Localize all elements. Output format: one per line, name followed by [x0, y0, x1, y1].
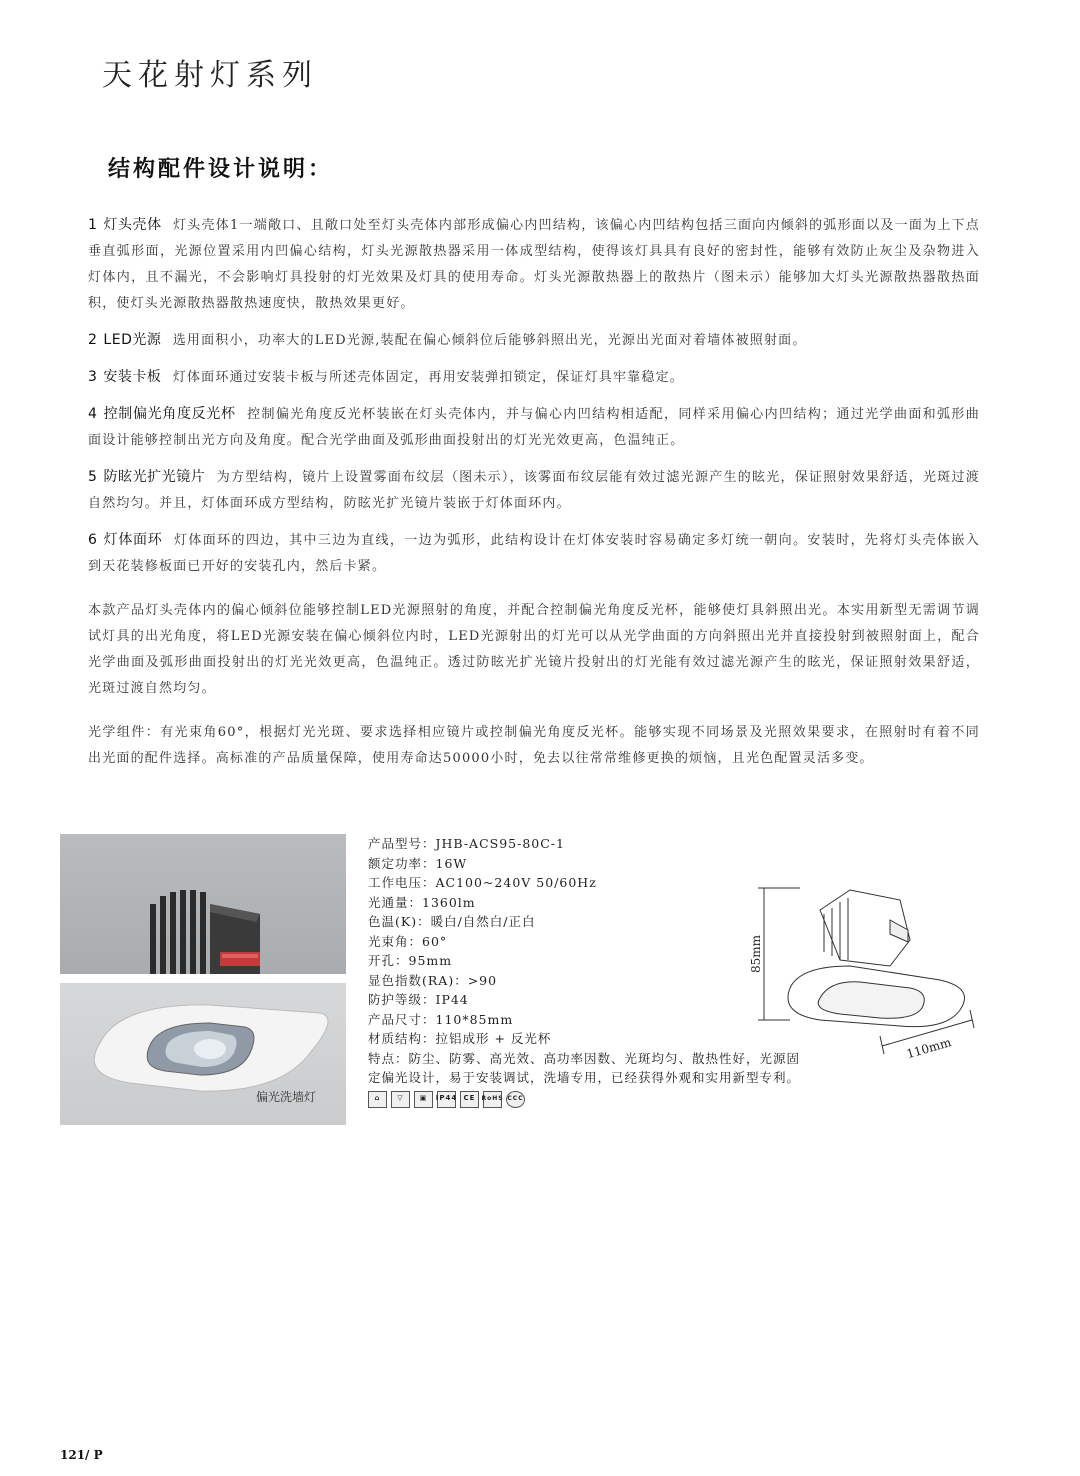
item-number: 5: [88, 469, 98, 485]
spec-material: 材质结构：拉铝成形 + 反光杯: [368, 1031, 552, 1046]
spec-model: 产品型号：JHB-ACS95-80C-1: [368, 836, 565, 851]
section-title: 结构配件设计说明：: [108, 157, 334, 182]
ccc-icon: CCC: [506, 1091, 525, 1108]
spec-beam-angle: 光束角：60°: [368, 933, 448, 949]
item-number: 4: [88, 406, 98, 422]
item-number: 1: [88, 217, 98, 233]
item-text: 灯体面环的四边，其中三边为直线，一边为弧形，此结构设计在灯体安装时容易确定多灯统一朝向。安装时，先将灯头壳体嵌入到天花装修板面已开好的安装孔内，然后卡紧。: [88, 533, 981, 574]
item-title: LED光源: [103, 332, 162, 348]
double-insulation-icon: ▣: [414, 1091, 433, 1108]
spec-power: 额定功率：16W: [368, 855, 468, 871]
item-text: 选用面积小，功率大的LED光源,装配在偏心倾斜位后能够斜照出光，光源出光面对着墙体被照射面。: [172, 333, 807, 348]
item-3: [88, 364, 980, 391]
spec-size: 产品尺寸：110*85mm: [368, 1011, 514, 1027]
page-number: 121/ P: [60, 1448, 103, 1462]
spec-cri: 显色指数(RA)：>90: [368, 972, 498, 988]
spec-luminous-flux: 光通量：1360lm: [368, 894, 476, 910]
photo-caption: 偏光洗墙灯: [255, 1090, 316, 1104]
product-photo-closeup: [60, 834, 346, 974]
item-5: [88, 464, 980, 517]
spec-ip-rating: 防护等级：IP44: [368, 992, 469, 1007]
optics-paragraph: 光学组件：有光束角60°，根据灯光光斑、要求选择相应镜片或控制偏光角度反光杯。能够实现不同场景及光照效果要求，在照射时有着不同出光面的配件选择。高标准的产品质量保障，使用寿命达50000小时，免去以往常常维修更换的烦恼，且光色配置灵活多变。: [88, 725, 980, 766]
height-dimension-label: 85mm: [749, 934, 763, 974]
product-photo-installed: [60, 983, 346, 1125]
item-number: 2: [88, 332, 98, 348]
item-6: [88, 527, 980, 580]
width-dimension-label: 110mm: [905, 1035, 953, 1062]
rohs-icon: RoHS: [483, 1091, 502, 1108]
ce-icon: CE: [460, 1091, 479, 1108]
item-number: 6: [88, 532, 98, 548]
item-text: 控制偏光角度反光杯装嵌在灯头壳体内，并与偏心内凹结构相适配，同样采用偏心内凹结构；通过光学曲面和弧形曲面设计能够控制出光方向及角度。配合光学曲面及弧形曲面投射出的灯光光效更高，色温纯正。: [88, 407, 981, 448]
spec-color-temp: 色温(K)：暖白/自然白/正白: [368, 914, 536, 929]
series-title: 天花射灯系列: [102, 58, 318, 93]
house-icon: ⌂: [368, 1091, 387, 1108]
item-2: [88, 327, 980, 354]
spec-features: 特点：防尘、防雾、高光效、高功率因数、光斑均匀、散热性好，光源固定偏光设计，易于安装调试，洗墙专用，已经获得外观和实用新型专利。: [368, 1050, 801, 1085]
item-title: 灯体面环: [103, 532, 163, 548]
downlight-body-illustration: [60, 834, 346, 974]
item-title: 防眩光扩光镜片: [103, 469, 206, 485]
spec-voltage: 工作电压：AC100~240V 50/60Hz: [368, 875, 597, 890]
description-content: [88, 212, 980, 782]
item-1: [88, 212, 980, 317]
item-number: 3: [88, 369, 98, 385]
item-4: [88, 401, 980, 454]
summary-paragraph: 本款产品灯头壳体内的偏心倾斜位能够控制LED光源照射的角度，并配合控制偏光角度反光杯，能够使灯具斜照出光。本实用新型无需调节调试灯具的出光角度，将LED光源安装在偏心倾斜位内时，LED光源射出的灯光可以从光学曲面的方向斜照出光并直接投射到被照射面上，配合光学曲面及弧形曲面投射出的灯光光效更高，色温纯正。透过防眩光扩光镜片投射出的灯光能有效过滤光源产生的眩光，保证照射效果舒适，光斑过渡自然均匀。: [88, 603, 980, 696]
item-text: 灯头壳体1一端敞口、且敞口处至灯头壳体内部形成偏心内凹结构，该偏心内凹结构包括三面向内倾斜的弧形面以及一面为上下点垂直弧形面，光源位置采用内凹偏心结构，灯头光源散热器采用一体成型结构，使得该灯具具有良好的密封性，能够有效防止灰尘及杂物进入灯体内，且不漏光，不会影响灯具投射的灯光效果及灯具的使用寿命。灯头光源散热器上的散热片（图未示）能够加大灯头光源散热器散热面积，使灯头光源散热器散热速度快，散热效果更好。: [88, 218, 981, 311]
item-title: 灯头壳体: [103, 217, 162, 233]
item-text: 灯体面环通过安装卡板与所述壳体固定，再用安装弹扣锁定，保证灯具牢靠稳定。: [172, 370, 684, 385]
item-title: 安装卡板: [103, 369, 162, 385]
ip44-icon: IP44: [437, 1091, 456, 1108]
certification-icons: [368, 1091, 808, 1108]
item-text: 为方型结构，镜片上设置雾面布纹层（图未示），该雾面布纹层能有效过滤光源产生的眩光，保证照射效果舒适，光斑过渡自然均匀。并且，灯体面环成方型结构，防眩光扩光镜片装嵌于灯体面环内。: [88, 470, 980, 511]
dimension-diagram: [740, 870, 980, 1070]
item-title: 控制偏光角度反光杯: [103, 406, 236, 422]
spec-cutout: 开孔：95mm: [368, 953, 453, 968]
f-mark-icon: ▽: [391, 1091, 410, 1108]
